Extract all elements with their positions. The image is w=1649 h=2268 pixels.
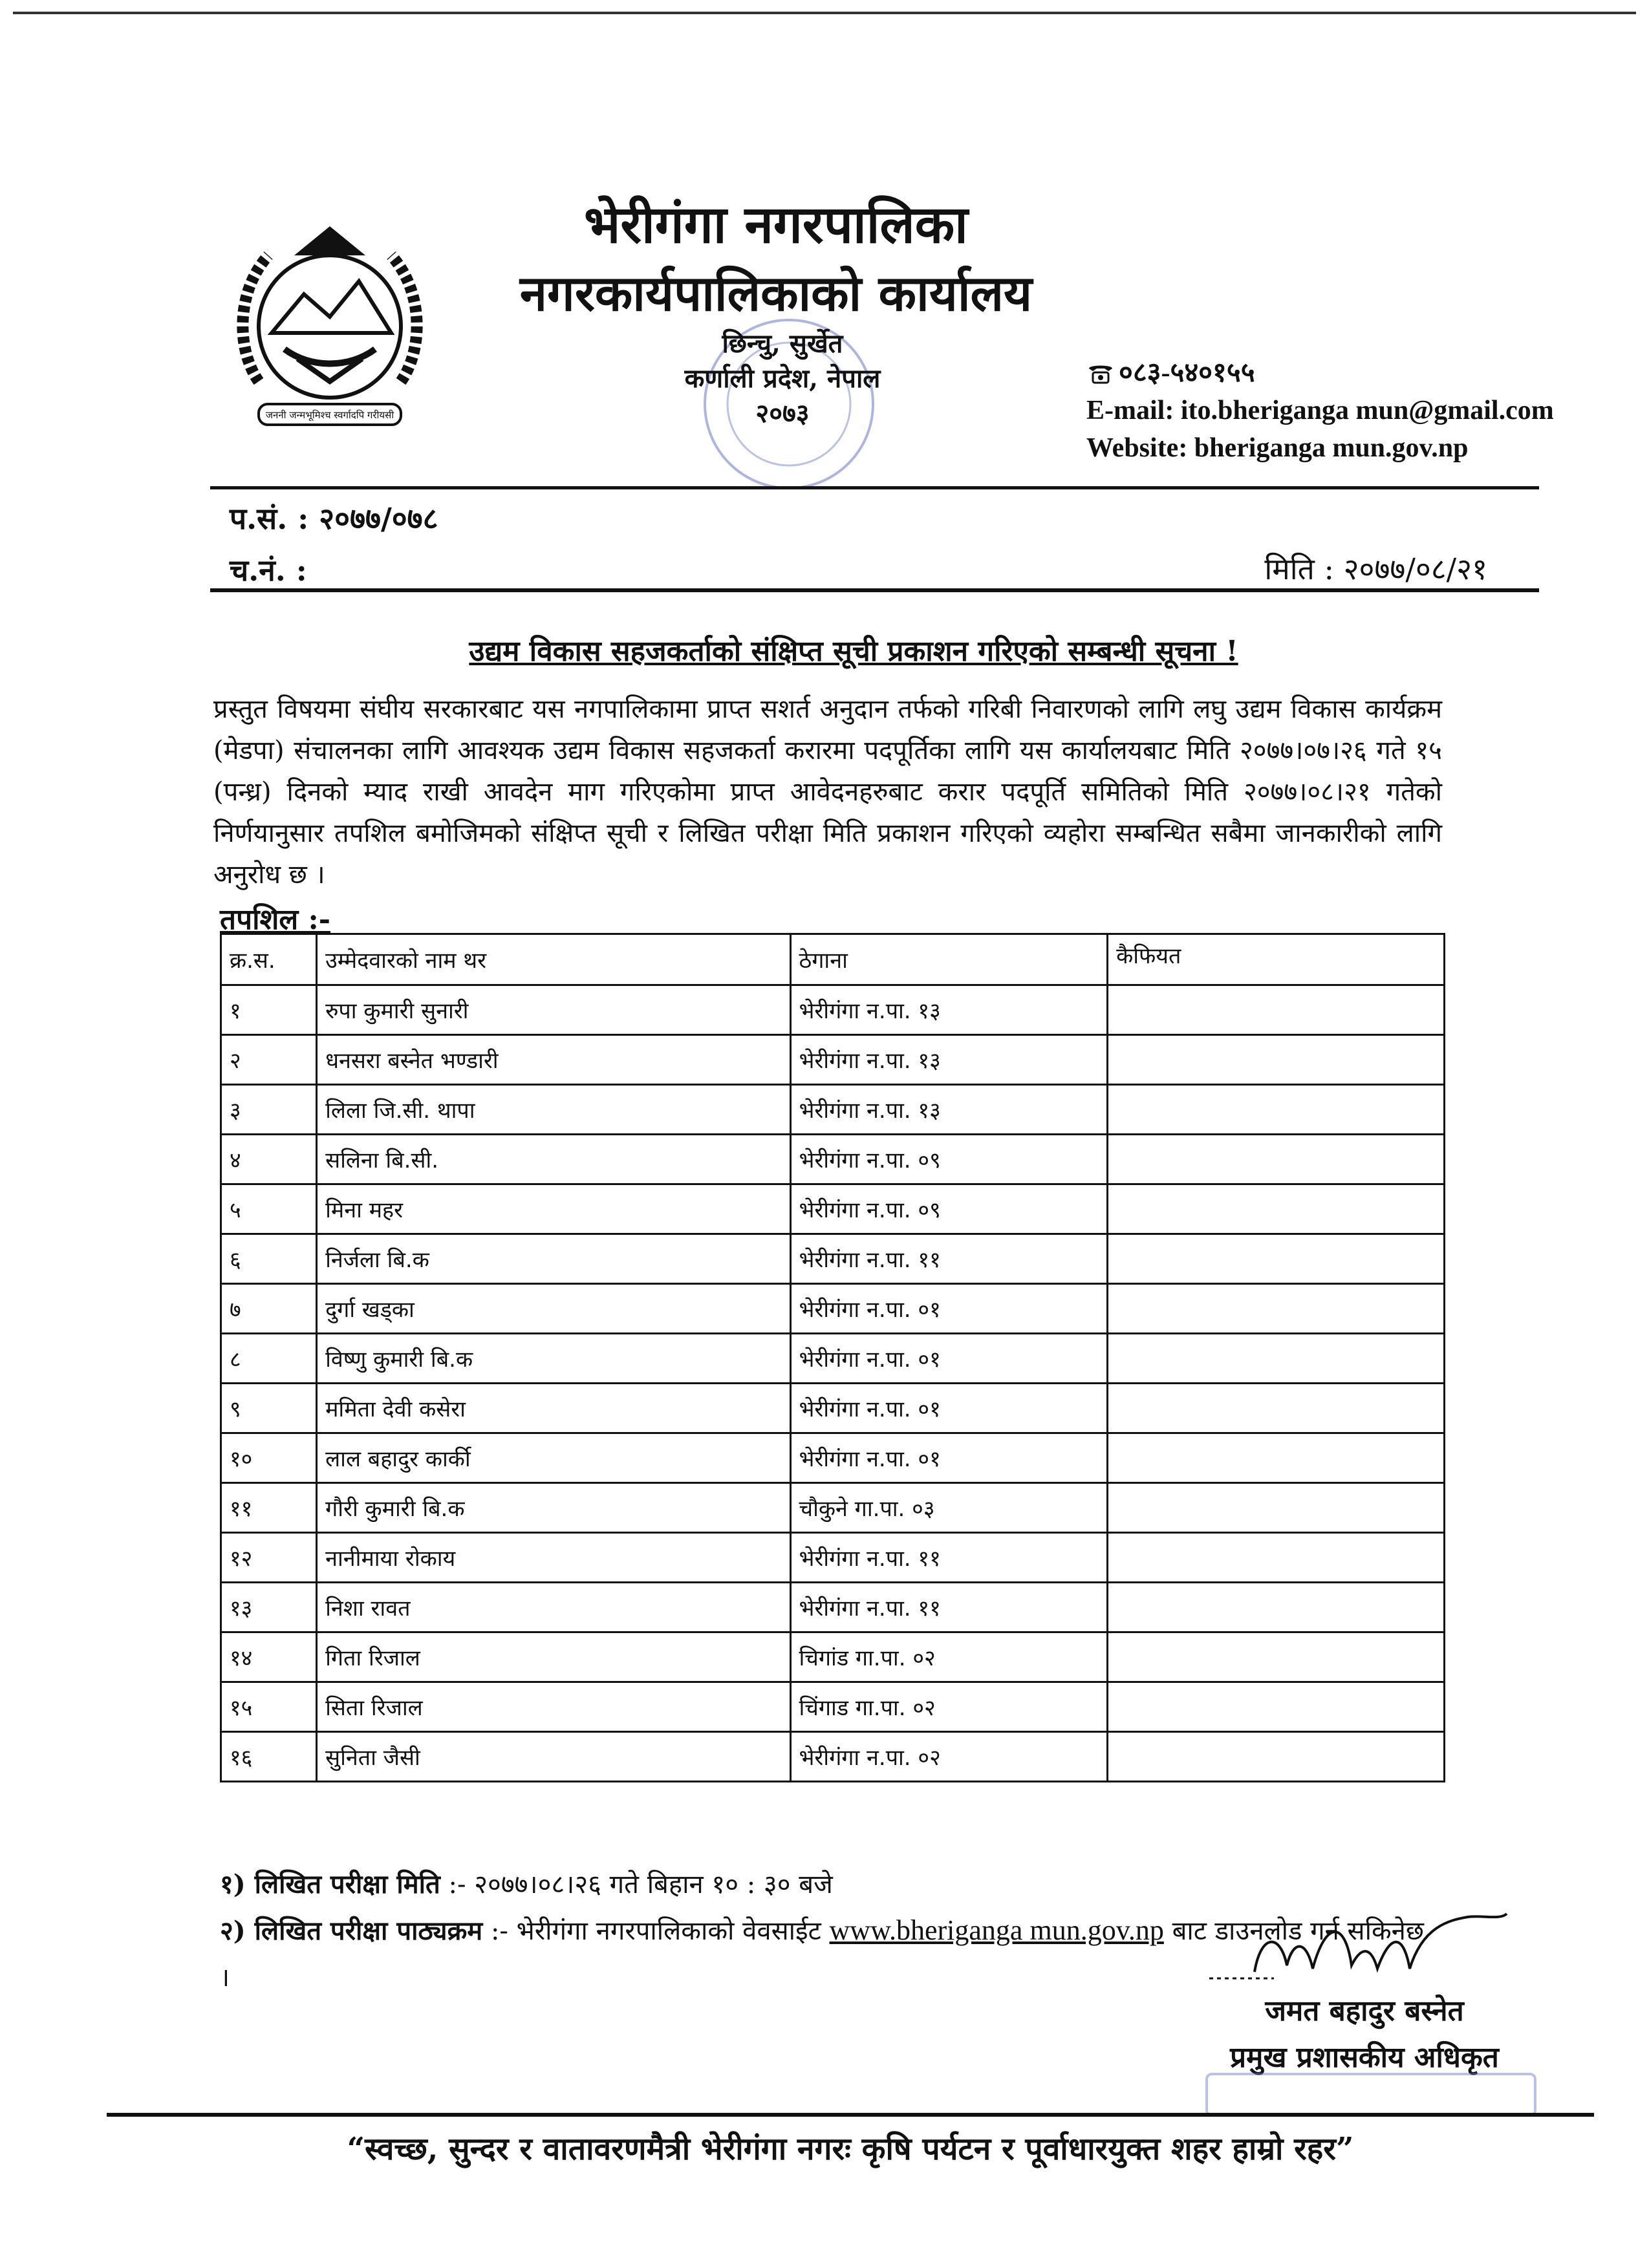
cell-serial: ११: [221, 1483, 317, 1533]
signatory-block: [1177, 1988, 1552, 2081]
cell-serial: १६: [221, 1732, 317, 1782]
cell-candidate-name: निशा रावत: [317, 1583, 790, 1632]
cell-address: भेरीगंगा न.पा. ०१: [790, 1284, 1108, 1334]
cell-remarks: [1108, 1334, 1445, 1384]
handwritten-signature: [1196, 1907, 1533, 1991]
dispatch-number: च.नं. :: [230, 553, 307, 588]
meta-divider: [210, 588, 1539, 592]
cell-remarks: [1108, 1682, 1445, 1732]
cell-remarks: [1108, 1732, 1445, 1782]
details-label: तपशिल :-: [220, 903, 331, 936]
table-row: [221, 1184, 1445, 1234]
cell-remarks: [1108, 1483, 1445, 1533]
syllabus-text: :- भेरीगंगा नगरपालिकाको वेवसाईट: [490, 1916, 821, 1946]
cell-candidate-name: ममिता देवी कसेरा: [317, 1384, 790, 1433]
cell-serial: १: [221, 985, 317, 1035]
cell-candidate-name: लाल बहादुर कार्की: [317, 1433, 790, 1483]
cell-serial: ५: [221, 1184, 317, 1234]
cell-candidate-name: गिता रिजाल: [317, 1632, 790, 1682]
exam-date-note: [220, 1865, 833, 1901]
table-row: [221, 1085, 1445, 1135]
signatory-name: जमत बहादुर बस्नेत: [1265, 1995, 1464, 2027]
table-row: [221, 1284, 1445, 1334]
cell-serial: १०: [221, 1433, 317, 1483]
table-row: [221, 1135, 1445, 1184]
cell-candidate-name: नानीमाया रोकाय: [317, 1533, 790, 1583]
cell-candidate-name: लिला जि.सी. थापा: [317, 1085, 790, 1135]
telephone-icon: [1086, 362, 1115, 384]
cell-serial: २: [221, 1035, 317, 1085]
cell-address: चिंगाड गा.पा. ०२: [790, 1682, 1108, 1732]
cell-remarks: [1108, 1284, 1445, 1334]
exam-date-value: :- २०७७।०८।२६ गते बिहान १० : ३० बजे: [448, 1870, 833, 1899]
signatory-title: प्रमुख प्रशासकीय अधिकृत: [1230, 2041, 1499, 2074]
nepal-emblem-icon: [233, 220, 427, 433]
table-row: [221, 1732, 1445, 1782]
phone-line: [1086, 354, 1578, 392]
cell-remarks: [1108, 1433, 1445, 1483]
cell-remarks: [1108, 1135, 1445, 1184]
cell-address: भेरीगंगा न.पा. ०२: [790, 1732, 1108, 1782]
table-row: [221, 1682, 1445, 1732]
cell-remarks: [1108, 1632, 1445, 1682]
header-divider: [210, 486, 1539, 489]
table-row: [221, 1035, 1445, 1085]
table-row: [221, 1433, 1445, 1483]
cell-candidate-name: रुपा कुमारी सुनारी: [317, 985, 790, 1035]
cell-address: चिगांड गा.पा. ०२: [790, 1632, 1108, 1682]
cell-serial: ७: [221, 1284, 317, 1334]
cell-address: भेरीगंगा न.पा. १३: [790, 1035, 1108, 1085]
cell-address: भेरीगंगा न.पा. ०९: [790, 1184, 1108, 1234]
cell-remarks: [1108, 1583, 1445, 1632]
established-year: २०७३: [755, 398, 810, 429]
cell-remarks: [1108, 1533, 1445, 1583]
phone-number: ०८३-५४०१५५: [1119, 358, 1255, 388]
notice-subject: उद्यम विकास सहजकर्ताको संक्षिप्त सूची प्रकाशन गरिएको सम्बन्धी सूचना !: [469, 635, 1238, 668]
cell-candidate-name: सुनिता जैसी: [317, 1732, 790, 1782]
office-address: [621, 326, 944, 431]
footer-motto: “स्वच्छ, सुन्दर र वातावरणमैत्री भेरीगंगा नगरः कृषि पर्यटन र पूर्वाधारयुक्त शहर हाम्रो रहर”: [347, 2131, 1354, 2167]
website-link[interactable]: www.bheriganga mun.gov.np: [829, 1914, 1164, 1946]
reference-number: प.सं. : २०७७/०७८: [230, 501, 438, 536]
address-line-1: छिन्चु, सुर्खेत: [722, 328, 843, 359]
cell-serial: ९: [221, 1384, 317, 1433]
cell-serial: १३: [221, 1583, 317, 1632]
cell-remarks: [1108, 1234, 1445, 1284]
cell-remarks: [1108, 1085, 1445, 1135]
cell-address: भेरीगंगा न.पा. ०१: [790, 1384, 1108, 1433]
cell-candidate-name: सिता रिजाल: [317, 1682, 790, 1732]
cell-address: भेरीगंगा न.पा. ११: [790, 1234, 1108, 1284]
table-row: [221, 1384, 1445, 1433]
cell-remarks: [1108, 1035, 1445, 1085]
cell-candidate-name: सलिना बि.सी.: [317, 1135, 790, 1184]
cell-serial: १४: [221, 1632, 317, 1682]
cell-serial: ३: [221, 1085, 317, 1135]
cell-address: चौकुने गा.पा. ०३: [790, 1483, 1108, 1533]
exam-date-label: १) लिखित परीक्षा मिति: [220, 1869, 440, 1899]
cell-address: भेरीगंगा न.पा. ११: [790, 1583, 1108, 1632]
email-text: E-mail: ito.bheriganga mun@gmail.com: [1086, 396, 1554, 425]
cell-candidate-name: गौरी कुमारी बि.क: [317, 1483, 790, 1533]
table-row: [221, 1583, 1445, 1632]
scan-top-edge: [13, 12, 1636, 14]
emblem-motto: जननी जन्मभूमिश्च स्वर्गादपि गरीयसी: [265, 409, 394, 421]
cell-serial: ८: [221, 1334, 317, 1384]
contact-block: [1086, 354, 1578, 467]
cell-address: भेरीगंगा न.पा. ०१: [790, 1334, 1108, 1384]
cell-address: भेरीगंगा न.पा. ०१: [790, 1433, 1108, 1483]
cell-serial: ४: [221, 1135, 317, 1184]
cell-serial: १२: [221, 1533, 317, 1583]
org-name: भेरीगंगा नगरपालिका: [584, 194, 968, 255]
cell-address: भेरीगंगा न.पा. १३: [790, 1085, 1108, 1135]
table-row: [221, 1632, 1445, 1682]
table-header-row: [221, 934, 1445, 985]
letter-date: मिति : २०७७/०८/२१: [1264, 551, 1487, 586]
address-line-2: कर्णाली प्रदेश, नेपाल: [684, 363, 881, 394]
cell-remarks: [1108, 985, 1445, 1035]
col-header-name: उम्मेदवारको नाम थर: [317, 934, 790, 985]
cell-serial: १५: [221, 1682, 317, 1732]
cell-candidate-name: विष्णु कुमारी बि.क: [317, 1334, 790, 1384]
cell-candidate-name: मिना महर: [317, 1184, 790, 1234]
cell-address: भेरीगंगा न.पा. ०९: [790, 1135, 1108, 1184]
notice-body: प्रस्तुत विषयमा संघीय सरकारबाट यस नगपालिकामा प्राप्त सशर्त अनुदान तर्फको गरिबी निवारणको लागि लघु उद्यम विकास कार्यक्रम (मेडपा) संचालनका लागि आवश्यक उद्यम विकास सहजकर्ता करारमा पदपूर्तिका लागि यस कार्यालयबाट मिति २०७७।०७।२६ गते १५ (पन्ध्र) दिनको म्याद राखी आवदेन माग गरिएकोमा प्राप्त आवेदनहरुबाट करार पदपूर्ति समितिको मिति २०७७।०८।२१ गतेको निर्णयानुसार तपशिल बमोजिमको संक्षिप्त सूची र लिखित परीक्षा मिति प्रकाशन गरिएको व्यहोरा सम्बन्धित सबैमा जानकारीको लागि अनुरोध छ ।: [213, 694, 1442, 890]
cell-serial: ६: [221, 1234, 317, 1284]
candidate-table: [220, 933, 1445, 1782]
col-header-remarks: कैफियत: [1108, 934, 1445, 985]
cell-remarks: [1108, 1184, 1445, 1234]
table-row: [221, 1234, 1445, 1284]
col-header-serial: क्र.स.: [221, 934, 317, 985]
footer-divider: [107, 2113, 1594, 2117]
office-name: नगरकार्यपालिकाको कार्यालय: [519, 264, 1033, 322]
cell-candidate-name: निर्जला बि.क: [317, 1234, 790, 1284]
table-row: [221, 985, 1445, 1035]
table-row: [221, 1334, 1445, 1384]
table-row: [221, 1533, 1445, 1583]
cell-address: भेरीगंगा न.पा. ११: [790, 1533, 1108, 1583]
syllabus-label: २) लिखित परीक्षा पाठ्यक्रम: [220, 1916, 483, 1946]
website-text: Website: bheriganga mun.gov.np: [1086, 433, 1469, 463]
cell-candidate-name: दुर्गा खड्का: [317, 1284, 790, 1334]
syllabus-tail: बाट डाउनलोड गर्न सकिनेछ ।: [220, 1916, 1424, 1993]
cell-remarks: [1108, 1384, 1445, 1433]
cell-address: भेरीगंगा न.पा. १३: [790, 985, 1108, 1035]
cell-candidate-name: धनसरा बस्नेत भण्डारी: [317, 1035, 790, 1085]
table-row: [221, 1483, 1445, 1533]
col-header-address: ठेगाना: [790, 934, 1108, 985]
